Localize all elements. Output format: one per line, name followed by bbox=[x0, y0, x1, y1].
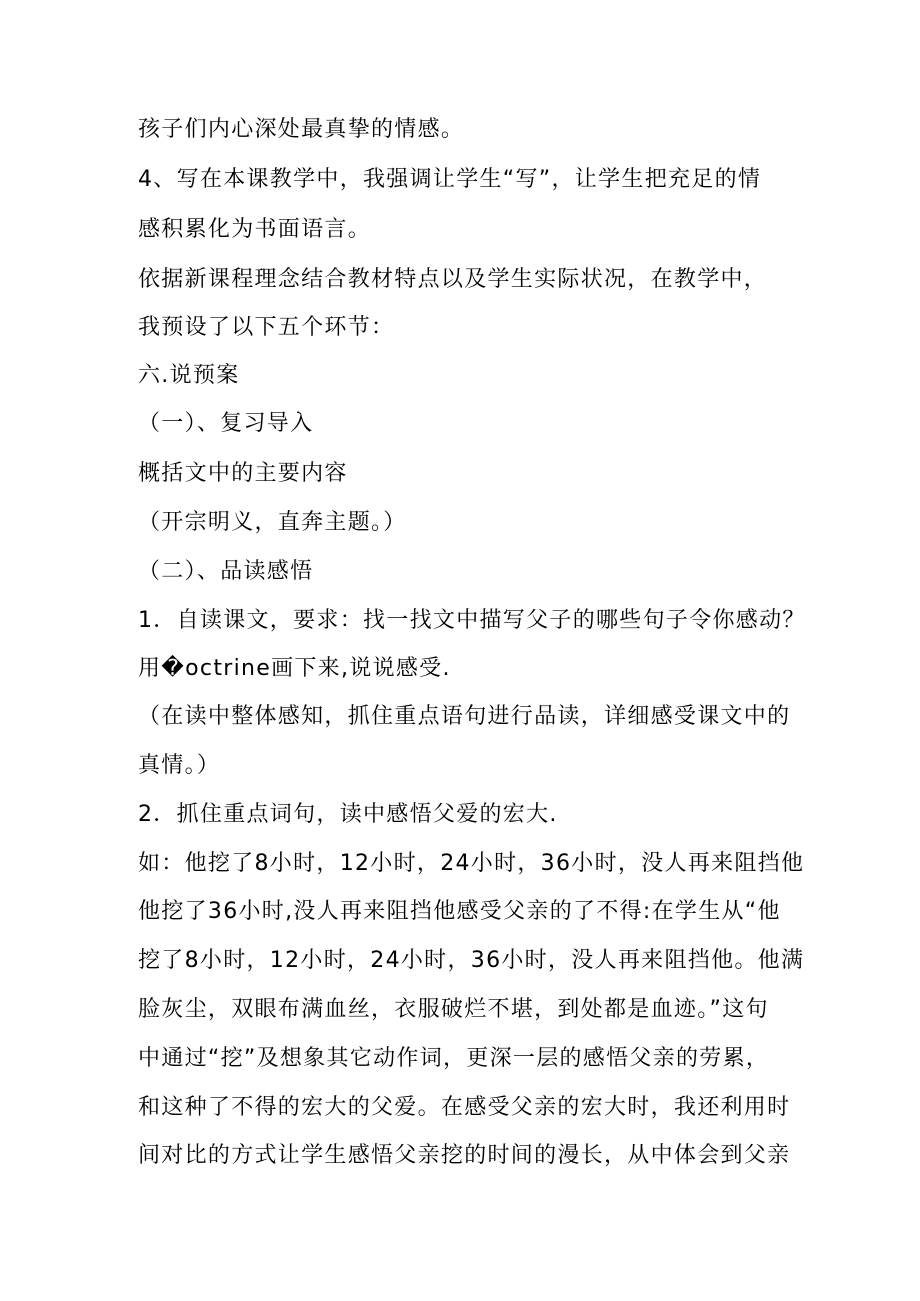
text-line: 概括文中的主要内容 bbox=[138, 461, 348, 486]
text-line: 挖了8小时，12小时，24小时，36小时，没人再来阻挡他。他满 bbox=[138, 948, 805, 973]
section-heading: 六.说预案 bbox=[138, 363, 240, 388]
text-line: 2．抓住重点词句，读中感悟父爱的宏大. bbox=[138, 802, 558, 827]
text-line: 1．自读课文，要求：找一找文中描写父子的哪些句子令你感动？ bbox=[138, 608, 806, 633]
text-line: 他挖了36小时,没人再来阻挡他感受父亲的了不得:在学生从“他 bbox=[138, 899, 781, 924]
text-line: 感积累化为书面语言。 bbox=[138, 217, 372, 242]
subsection-heading: （二）、品读感悟 bbox=[138, 559, 314, 584]
text-line: 依据新课程理念结合教材特点以及学生实际状况，在教学中， bbox=[138, 267, 768, 292]
text-line: 4、写在本课教学中，我强调让学生“写”，让学生把充足的情 bbox=[138, 167, 762, 192]
subsection-heading: （一）、复习导入 bbox=[138, 411, 314, 436]
text-line: 用�octrine画下来,说说感受. bbox=[138, 656, 451, 681]
text-line: 间对比的方式让学生感悟父亲挖的时间的漫长，从中体会到父亲 bbox=[138, 1143, 791, 1168]
text-line: （开宗明义，直奔主题。） bbox=[138, 510, 407, 535]
text-line: （在读中整体感知，抓住重点语句进行品读，详细感受课文中的 bbox=[138, 704, 791, 729]
text-line: 脸灰尘，双眼布满血丝，衣服破烂不堪，到处都是血迹。”这句 bbox=[138, 997, 769, 1022]
text-line: 和这种了不得的宏大的父爱。在感受父亲的宏大时，我还利用时 bbox=[138, 1095, 791, 1120]
text-line: 中通过“挖”及想象其它动作词，更深一层的感悟父亲的劳累， bbox=[138, 1046, 770, 1071]
text-line: 真情。） bbox=[138, 753, 221, 778]
text-line: 如：他挖了8小时，12小时，24小时，36小时，没人再来阻挡他 bbox=[138, 851, 805, 876]
text-line: 孩子们内心深处最真挚的情感。 bbox=[138, 117, 465, 142]
text-line: 我预设了以下五个环节： bbox=[138, 315, 395, 340]
